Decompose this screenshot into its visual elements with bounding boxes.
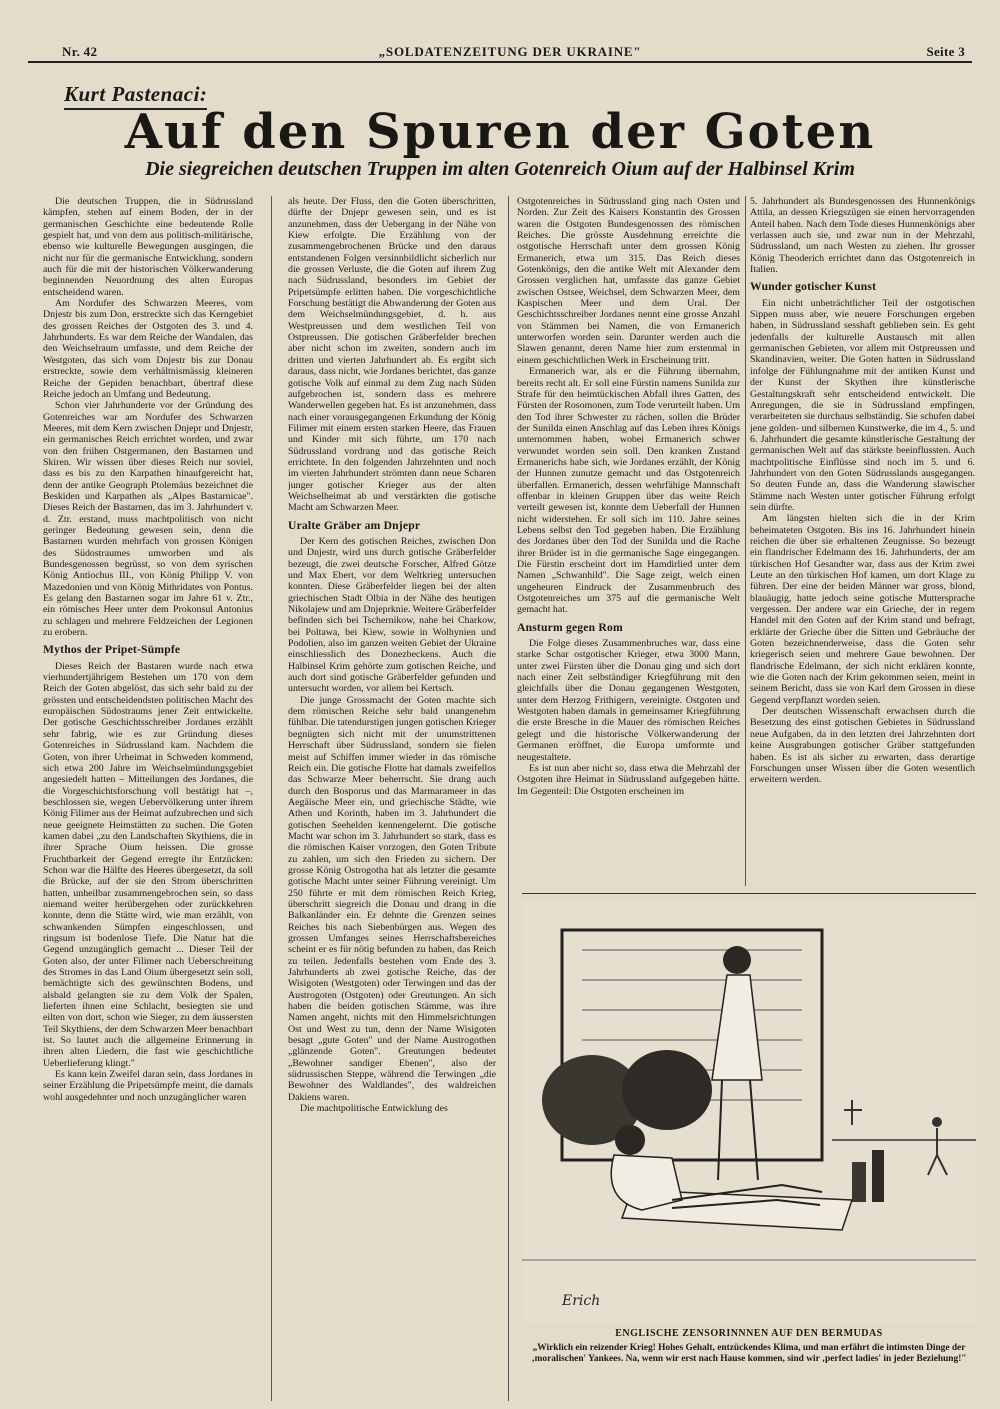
paragraph: Der Kern des gotischen Reiches, zwischen Don und Dnjestr, wird uns durch gotische Gräberfelder bezeugt, die zwei deutsche Forscher, Alfred Götze und Max Ebert, vor dem Weltkrieg untersuchen konnten. Diese Gräberfelder liegen bei der alten griechischen Stadt Olbia in der Nähe des heutigen Nikolajew und am Dnjeprknie. Weitere Gräberfelder befinden sich bei Tschernikow, nahe bei Charkow, bei Poltawa, bei Kiew, sowie in Wolhynien und Podolien, also im ganzen weiten Gebiet der Ukraine einschliesslich des Donezbeckens. Auch die Halbinsel Krim gehörte zum gotischen Reiche, und auch dort sind gotische Gräberfelder gefunden und untersucht worden, vor allem bei Kertsch.: [288, 535, 496, 695]
section-heading: Mythos der Pripet-Sümpfe: [43, 643, 181, 657]
article-column-1: [43, 196, 253, 1401]
article-column-2: [288, 196, 496, 1401]
cartoon-illustration: [522, 900, 976, 1322]
paragraph: 5. Jahrhundert als Bundesgenossen des Hunnenkönigs Attila, an dessen Kriegszügen sie einen hervorragenden Anteil haben. Nach dem Tode dieses Hunnenkönigs aber verlassen auch sie, und zwar nun in der Mehrzahl, Südrussland, um nach Westen zu ziehen. Ihr grosser König Theoderich errichtet dann das Ostgotenreich in Italien.: [750, 196, 975, 276]
article-column-3: [517, 196, 740, 886]
paragraph: Der deutschen Wissenschaft erwachsen durch die Besetzung des einst gotischen Gebietes in Südrussland neue Aufgaben, da in den letzten drei Jahrzehnten dort keine Ausgrabungen gotischer Gräber stattgefunden haben. Es ist als sicher zu erwarten, dass derartige Forschungen unser Wissen über die Goten wesentlich erweitern werden.: [750, 706, 975, 786]
paragraph: Schon vier Jahrhunderte vor der Gründung des Gotenreiches war am Nordufer des Schwarzen Meeres, mit dem Kern zwischen Dnjepr und Dnjestr, ein germanisches Reich errichtet worden, und zwar von den frühen Ostgermanen, den Bastarnen und Skiren. Wir wissen über dieses Reich nur soviel, dass es bis zu den Karpathen hinaufgereicht hat, denn der antike Geograph Ptolemäus bezeichnet die Beskiden und Karpathen als „Alpes Bastarnicae". Dieses Reich der Bastarnen, das im 3. Jahrhundert v. d. Ztr. erstand, muss machtpolitisch von nicht geringer Bedeutung gewesen sein, denn die Bastarnen wurden mehrfach von grossen Königen des Südostraumes umworben und als Bundesgenossen begrüsst, so von dem syrischen König Antiochus III., von König Philipp V. von Mazedonien und von König Mithridates von Pontus. Es gelang den Bastarnen sogar im Jahre 61 v. Ztr., ein römisches Heer unter dem Prokonsul Antonius zu schlagen und mehrere Feldzeichen der Legionen zu erobern.: [43, 400, 253, 639]
bottle: [872, 1150, 884, 1202]
headline: Auf den Spuren der Goten: [124, 104, 876, 160]
paragraph: Die deutschen Truppen, die in Südrussland kämpfen, stehen auf einem Boden, der in der germanischen Geschichte eine bedeutende Rolle gespielt hat, und von dem aus politisch-militärische, ebenso wie kulturelle Bewegungen ausgingen, die nicht nur für die germanische Entwicklung, sondern auch für die mit der historischen Völkerwanderung beginnenden Neuordnung des alten Europas entscheidend waren.: [43, 196, 253, 298]
paragraph: Die machtpolitische Entwicklung des: [300, 1103, 448, 1115]
paragraph: Ein nicht unbeträchtlicher Teil der ostgotischen Sippen muss aber, wie neuere Forschungen ergeben haben, in Südrussland sesshaft geblieben sein. Es geht jedenfalls der kulturelle Austausch mit allen germanischen Gebieten, vor allem mit Ostpreussen und Skandinavien, weiter. Die Goten hatten in Südrussland infolge der Fühlungnahme mit der antiken Kunst und der Kunst der Skythen ihre künstlerische Gestaltungskraft sehr entscheidend entwickelt. Die Anregungen, die sie in Südrussland empfingen, verarbeiteten sie durchaus selbständig. Sie schufen dabei jene golden- und silbernen Kunstwerke, die im 4., 5. und 6. Jahrhundert die gesamte künstlerische Gestaltung der germanischen Welt auf das stärkste beeinflussten. Auch machtpolitische Einflüsse sind noch im 5. und 6. Jahrhundert von den Goten Südrusslands ausgegangen. So deuten Funde an, dass die Wanderung slawischer Stämme nach Westen unter gotischer Führung erfolgt sein dürfte.: [750, 297, 975, 513]
newspaper-name: „SOLDATENZEITUNG DER UKRAINE": [378, 44, 642, 59]
section-heading: Ansturm gegen Rom: [517, 620, 623, 634]
section-heading: Uralte Gräber am Dnjepr: [288, 518, 421, 532]
standing-woman-head: [723, 946, 751, 974]
cartoon-rule: [522, 893, 976, 894]
cartoon-caption-title: ENGLISCHE ZENSORINNNEN AUF DEN BERMUDAS: [615, 1328, 883, 1339]
mail-sack: [622, 1050, 712, 1130]
page-number: Seite 3: [926, 44, 965, 59]
column-divider: [508, 196, 509, 1401]
seated-woman-head: [615, 1125, 645, 1155]
paragraph: als heute. Der Fluss, den die Goten überschritten, dürfte der Dnjepr gewesen sein, und es ist anzunehmen, dass der Uebergang in der Nähe von Kiew erfolgte. Die Erzählung von der zusammengebrochenen Brücke und den daraus entstandenen Folgen versinnbildlicht sicherlich nur die grossen Verluste, die die Goten auf ihrem Zug nach Südrussland, besonders im Gebiet der Pripetsümpfe erlitten haben. Die vorgeschichtliche Forschung bestätigt die Abwanderung der Goten aus dem Weichselmündungsgebiet, d. h. aus Westpreussen und dem westlichen Teil von Ostpreussen. Die gotischen Gräberfelder brechen aber nicht schon im zweiten, sondern auch im dritten und vierten Jahrhundert ab. Es ergibt sich daraus, dass nicht, wie Jordanes berichtet, das ganze gotische Volk auf einmal zu dem Zug nach Süden aufgebrochen ist, sondern dass es mehrere Wanderwellen gegeben hat. Es ist anzunehmen, dass nach einer vorausgegangenen Erkundung der König Filimer mit einem ersten starken Heere, das Frauen und Kinder mit sich führte, um 170 nach Südrussland vordrang und das gotische Reich errichtete. In den folgenden Jahrzehnten und noch im vierten Jahrhundert strömten dann neue Scharen junger gotischer Krieger aus der alten Weichselheimat ab und verstärkten die gotische Macht am Schwarzen Meer.: [288, 196, 496, 514]
column-divider: [745, 196, 746, 886]
paragraph: Es kann kein Zweifel daran sein, dass Jordanes in seiner Erzählung die Pripetsümpfe meint, die damals wohl ausgedehnter und noch unzugänglicher waren: [43, 1069, 253, 1103]
section-heading: Wunder gotischer Kunst: [750, 280, 877, 294]
walking-figure-head: [932, 1117, 942, 1127]
paragraph: Ostgotenreiches in Südrussland ging nach Osten und Norden. Zur Zeit des Kaisers Konstantin des Grossen waren die Ostgoten Bundesgenossen des römischen Reiches. Die grösste Ausdehnung erreichte die ostgotische Herrschaft unter dem grossen König Ermanerich, etwa um 315. Das Reich dieses Gotenkönigs, den die antike Welt mit Alexander dem Grossen verglichen hat, umfasste das ganze Gebiet zwischen Ostsee, Weichsel, dem Schwarzen Meer, dem Kaspischen Meer und dem Ural. Der Geschichtsschreiber Jordanes nennt eine grosse Anzahl von Stämmen bei Namen, die von Ermanerich unterworfen worden sein. Darunter werden auch die Slawen genannt, deren Name hier zum erstenmal in einem geschichtlichen Werk in Erscheinung tritt.: [517, 196, 740, 366]
artist-signature: Erich: [562, 1293, 601, 1309]
column-divider: [271, 196, 272, 1401]
paragraph: Die junge Grossmacht der Goten machte sich dem römischen Reiche sehr bald unangenehm fühlbar. Die tatendurstigen jungen gotischen Krieger begnügten sich nicht mit der unumstrittenen Herrschaft über Südrussland, sondern sie fielen meist auf Schiffen immer wieder in das römische Reich ein. Die gotische Flotte hat damals zweifellos das Schwarze Meer beherrscht. Sie drang auch durch den Bosporus und das Marmarameer in das Aegäische Meer ein, und griechische Städte, wie Athen und Korinth, haben im 3. Jahrhundert die gotischen Seehelden kennengelernt. Die gotische Macht war schon im 3. Jahrhundert so stark, dass es die römischen Kaiser vorzogen, den Goten Tribute zu zahlen, um sich den Frieden zu sichern. Der grosse König Ostrogotha hat als letzter die gesamte gotische Macht unter seiner Führung vereinigt. Um 250 führte er mit dem römischen Reich Krieg, überschritt siegreich die Donau und drang in die Balkanländer ein. Er dehnte die Grenzen seines Reiches bis nach Siebenbürgen aus. Wegen des grossen Umfanges seines Herrschaftsbereiches scheint er es für nötig befunden zu haben, das Reich zu teilen. Jedenfalls bestehen vom Ende des 3. Jahrhunderts ab zwei gotische Reiche, das der Wisigoten (Westgoten) oder Terwingen und das der Austrogoten (Ostgoten) oder Greutungen. An sich haben die beiden gotischen Stämme, was ihre Namen angeht, nichts mit den Himmelsrichtungen Ost und West zu tun, denn der Name Wisigoten besagt „gute Goten" und der Name Austrogothen „glänzende Goten". Greutungen bedeutet „Bewohner sandiger Ebenen", also der südrussischen Steppe, während die Terwingen „die Bewohner des Waldlandes", des waldreichen Dakiens waren.: [288, 694, 496, 1103]
author-byline: Kurt Pastenaci:: [64, 82, 207, 110]
paragraph: Dieses Reich der Bastaren wurde nach etwa vierhundertjährigem Bestehen um 170 von dem Reich der Goten abgelöst, das sich sehr bald zu der grössten und entscheidendsten politischen Macht des europäischen Südostraums jener Zeit entwickelte. Der gotische Geschichtsschreiber Jordanes erzählt sehr fabrig, wie es zur Gründung dieses Gotenreiches in Südrussland kam. Nachdem die Goten, von ihrer Urheimat in Schweden kommend, sich etwa 200 Jahre im Weichselmündungsgebiet angesiedelt hatten – Mitteilungen des Jordanes, die die Vorgeschichtsforschung voll bestätigt hat –, beschlossen sie, wegen Uebervölkerung unter ihrem König Filimer aus der Heimat aufzubrechen und sich neue geeignete Heimstätten zu suchen. Die Goten kamen dabei „zu den Landschaften Skythiens, die in ihrer Sprache Oium heissen. Die grosse Fruchtbarkeit der Gegend erregte ihr Entzücken: Schon war die Hälfte des Heeres übergesetzt, da soll die Brücke, auf der sie den Strom überschritten hatten, unheilbar zusammengebrochen sein, so dass niemand weiter herübergehen oder zurückkehren konnte, denn die Stätte wird, wie man erzählt, von schwankenden Sümpfen eingeschlossen, und ringsum ist bodenlose Tiefe. Die Natur hat die Gegend unzugänglich gemacht ... Dieser Teil der Goten also, der unter Filimer nach Ueberschreitung des Stromes in das Land Oium übergesetzt sein soll, bemächtigte sich des gewünschten Bodens, und alsbald gelangten sie zu dem Volk der Spalen, lieferten ihnen eine Schlacht, besiegten sie und eilten von dort, schon wie Sieger, zu dem äussersten Teil Skythiens, der dem Schwarzen Meer benachbart ist. So lautet auch die allgemeine Erinnerung in ihren alten Liedern, die fast wie geschichtliche Ueberlieferung klingt.": [43, 660, 253, 1069]
cartoon-caption-text: „Wirklich ein reizender Krieg! Hohes Gehalt, entzückendes Klima, und man erfährt die intimsten Dinge der ‚moralischen' Yankees. Na, wenn wir erst nach Hause kommen, sind wir ‚perfect ladies' in jeder Beziehung!": [531, 1343, 967, 1364]
paragraph: Am längsten hielten sich die in der Krim beheimateten Ostgoten. Bis ins 16. Jahrhundert hinein reichen die über sie erhaltenen Zeugnisse. So bezeugt ein flandrischer Edelmann des 16. Jahrhunderts, der am türkischen Hof Gesandter war, dass aus der Krim zwei Leute an den türkischen Hof kamen, um dort Klage zu führen. Der eine der beiden Männer war gross, blond, blauäugig, hatte jedoch seine gotische Muttersprache vergessen. Der andere war ein Grieche, der in regem Handel mit den Goten auf der Krim stand und befragt, erklärte der Grieche über die Sitten und Gebräuche der Goten bezeichnenderweise, dass die Goten sehr kriegerisch seien und mehrere Gaue bewohnen. Der flandrische Edelmann, der sich nicht erklären konnte, wie die Goten nach der Krim gekommen seien, meint in seinem Bericht, dass sie von Karl dem Grossen in diese Gegend verpflanzt worden seien.: [750, 513, 975, 706]
paragraph: Am Nordufer des Schwarzen Meeres, vom Dnjestr bis zum Don, erstreckte sich das Kerngebiet des grossen Reiches der Ostgoten des 3. und 4. Jahrhunderts. Es war dem Reiche der Wandalen, das den Weichselraum umfasste, und dem Reiche der Westgoten, das sich vom Dnjestr bis zur Donau erstreckte, sowie dem verhältnismässig kleineren Reiche der Gepiden benachbart, übertraf diese Reiche jedoch an Umfang und Bedeutung.: [43, 298, 253, 400]
header-rule: [28, 61, 972, 63]
paragraph: Es ist nun aber nicht so, dass etwa die Mehrzahl der Ostgoten ihre Heimat in Südrussland aufgegeben hätte. Im Gegenteil: Die Ostgoten erscheinen im: [517, 762, 740, 797]
paragraph: Die Folge dieses Zusammenbruches war, dass eine starke Schar ostgotischer Krieger, etwa 3000 Mann, unter zwei Fürsten über die Donau ging und sich dort nach einer Zeit selbständiger Kriegführung mit den gleichfalls über die Donau gegangenen Westgoten, unter dem Herzog Frithigern, vereinigte. Ostgoten und Westgoten haben damals in gemeinsamer Kriegführung die erste Bresche in die Mauer des römischen Reiches gelegt und die historische Völkerwanderung der Germanen eröffnet, die Europa umformte und neugestaltete.: [517, 638, 740, 763]
article-column-4: [750, 196, 975, 886]
bottle: [852, 1162, 866, 1202]
issue-number: Nr. 42: [62, 44, 98, 59]
subheadline: Die siegreichen deutschen Truppen im alten Gotenreich Oium auf der Halbinsel Krim: [145, 158, 855, 180]
paragraph: Ermanerich war, als er die Führung übernahm, bereits recht alt. Er soll eine Fürstin namens Sunilda zur Strafe für den heimtückischen Abfall ihres Gatten, des Fürsten der Rosomonen, zum Tode verurteilt haben. Um den Tod ihrer Schwester zu rächen, sollen die Brüder der Sunilda einen Anschlag auf das Leben ihres Königs unternommen haben, wobei Ermanerich schwer verwundet worden sein soll. Den kranken Zustand Ermanerichs habe sich, wie Jordanes erzählt, der König der Hunnen zunutze gemacht und das Ostgotenreich überfallen. Ermanerich, dessen wehrfähige Mannschaft offenbar in kleinen Gruppen über das weite Reich verteilt gewesen ist, konnte dem Ueberfall der Hunnen nicht widerstehen. Er soll sich im 110. Jahre seines Lebens selbst den Tod gegeben haben. Die Erzählung des Jordanes über den Tod der Sunilda und die Rache ihrer Brüder ist in die germanische Sage eingegangen. Die Fürstin erscheint dort im Hamdirlied unter dem Namen „Schwanhild". Die Sage zeigt, welch einen ungeheuren Eindruck der Zusammenbruch des Ostgotenreiches um 375 auf die germanische Welt gemacht hat.: [517, 366, 740, 616]
